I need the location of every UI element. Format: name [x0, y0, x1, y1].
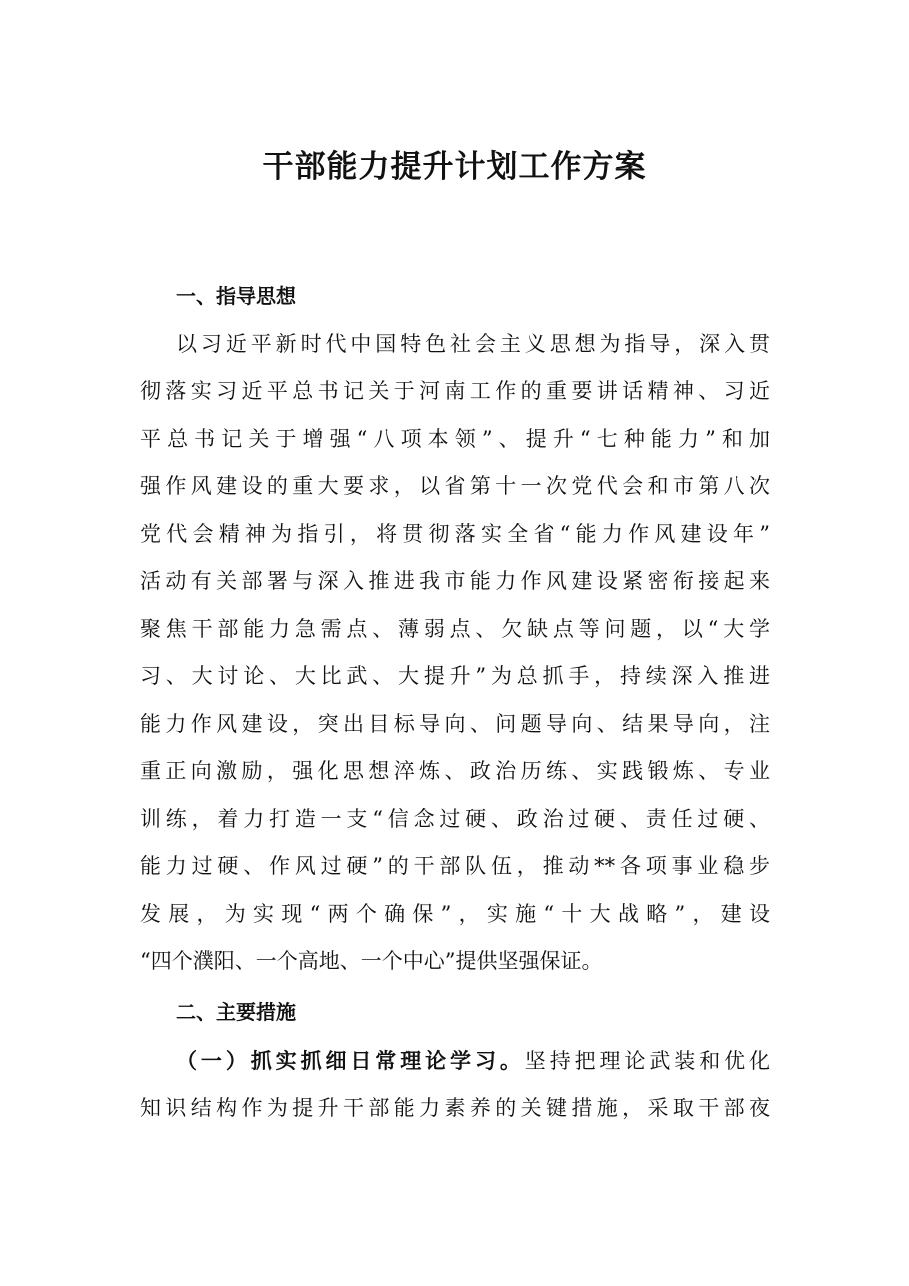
paragraph-line: 党代会精神为指引，将贯彻落实全省“能力作风建设年” — [140, 521, 770, 546]
paragraph-line: 彻落实习近平总书记关于河南工作的重要讲话精神、习近 — [140, 379, 770, 403]
paragraph-line: 能力过硬、作风过硬”的干部队伍，推动**各项事业稳步 — [140, 854, 770, 878]
section-heading-main-measures: 二、主要措施 — [176, 999, 296, 1024]
document-body — [140, 273, 770, 1133]
section-heading-guiding-ideology: 一、指导思想 — [176, 284, 296, 308]
paragraph-line: 平总书记关于增强“八项本领”、提升“七种能力”和加 — [140, 426, 770, 451]
paragraph-line: “四个濮阳、一个高地、一个中心”提供坚强保证。 — [140, 949, 603, 973]
paragraph-line: 能力作风建设，突出目标导向、问题导向、结果导向，注 — [140, 711, 770, 736]
paragraph-line: 强作风建设的重大要求，以省第十一次党代会和市第八次 — [140, 474, 770, 498]
paragraph-line: 聚焦干部能力急需点、薄弱点、欠缺点等问题，以“大学 — [140, 616, 770, 641]
paragraph-line: 活动有关部署与深入推进我市能力作风建设紧密衔接起来 — [140, 569, 770, 593]
paragraph-line — [140, 1038, 770, 1086]
paragraph-line: 发展，为实现“两个确保”，实施“十大战略”，建设 — [140, 901, 770, 926]
section-guiding-ideology-paragraph — [140, 321, 770, 986]
paragraph-line: 知识结构作为提升干部能力素养的关键措施，采取干部夜 — [140, 1096, 770, 1120]
paragraph-line: 习、大讨论、大比武、大提升”为总抓手，持续深入推进 — [140, 664, 770, 688]
measure-item-lead: （一）抓实抓细日常理论学习。 — [176, 1048, 525, 1073]
paragraph-line: 以习近平新时代中国特色社会主义思想为指导，深入贯 — [176, 331, 770, 356]
paragraph-line: 重正向激励，强化思想淬炼、政治历练、实践锻炼、专业 — [140, 759, 770, 783]
section-main-measures-paragraph — [140, 1038, 770, 1133]
paragraph-line: 训练，着力打造一支“信念过硬、政治过硬、责任过硬、 — [140, 806, 770, 831]
measure-item-text: 坚持把理论武装和优化 — [524, 1048, 771, 1073]
document-title: 干部能力提升计划工作方案 — [262, 149, 647, 185]
